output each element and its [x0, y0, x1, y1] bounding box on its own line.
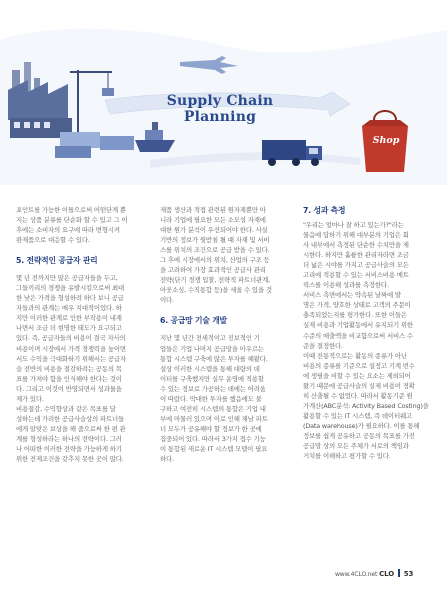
- text-line: 지난 몇 년간 전세적이고 진보적인 기: [160, 334, 260, 343]
- text-line: 비용의 종류를 기준으로 설정고 기계 번수: [303, 361, 415, 370]
- text-line: 지만 이러한 관계로 인한 부작용이 내재: [16, 314, 122, 323]
- text-line: 니라 기업에 필요한 모든 소모성 자재에: [160, 216, 266, 225]
- page-footer: [335, 569, 413, 578]
- text-line: 나면서 조금 더 현명한 태도가 요구되고: [16, 324, 122, 333]
- text-line: 서비스 측면에서는 약속된 날짜에 발: [303, 291, 401, 300]
- text-line: 자들과의 관계는 매우 지대적이었다. 하: [16, 304, 122, 313]
- text-line: 통합 시스템 구축에 많은 투자를 해왔다.: [160, 354, 268, 363]
- section-heading-7: 7. 성과 측정: [303, 206, 346, 215]
- text-line: 더 넓은 시야를 가지고 공급사슬의 모든: [303, 261, 409, 270]
- text-line: 거치를 이해하고 평가할 수 있다.: [303, 452, 391, 461]
- text-line: 활용할 수 있는 IT 시스템, 즉 데이터웨고: [303, 411, 413, 420]
- text-line: 공급망 상의 모든 주체가 서로의 책임과: [303, 442, 409, 451]
- text-line: 이다.: [160, 296, 174, 305]
- text-line: 하다.: [160, 455, 174, 464]
- text-line: 슬 전반의 비용을 절감하려는 공동의 목: [16, 364, 122, 373]
- text-line: 집중되어 있다. 따라서 3가지 접수 기능: [160, 434, 266, 443]
- text-line: 시한다. 하지만 훌륭한 관리자라면 조금: [303, 251, 409, 260]
- text-line: 실제 비용과 기업활동에서 유지되기 위한: [303, 321, 413, 330]
- text-line: 이때 전통적으로는 활동의 종류가 아닌: [303, 351, 407, 360]
- text-line: 충족되었는지를 평가한다. 또한 이들은: [303, 311, 407, 320]
- text-line: 기반의 정보가 뒷받침 될 때 자재 및 서비: [160, 236, 270, 245]
- section-heading-5: 5. 전략적인 공급자 관리: [16, 256, 98, 266]
- supply-chain-illustration: [0, 0, 447, 200]
- text-line: 위한 전제조건을 갖추지 못한 곳이 많다.: [16, 455, 124, 464]
- text-line: 구하고 여전히 시스템의 통합은 기업 내: [160, 404, 266, 413]
- text-line: 부에 머물러 있으며 이로 인해 재남 파트: [160, 414, 268, 423]
- text-line: 이 통합된 새로운 IT 시스템 모델이 필요: [160, 444, 268, 453]
- text-line: 나 어떠한 이러한 전략을 가능하게 하기: [16, 444, 122, 453]
- text-line: 이 따랐다. 막대한 투자를 했음에도 불: [160, 394, 262, 403]
- text-line: 지는 상품 분류를 단순화 할 수 있고 그 이: [16, 216, 128, 225]
- text-line: 서도 수익을 극대화하기 위해서는 공급자: [16, 354, 126, 363]
- text-line: (Data warehouse)가 필요하다. 이를 통해: [303, 421, 420, 430]
- text-line: 너 모두가 공유해야 할 정보가 한 곳에: [160, 424, 262, 433]
- text-line: 에 생필을 비할 수 있는 요소는 제외되어: [303, 371, 411, 380]
- text-line: 아웃소싱, 수직통합 등)을 세울 수 있을 것: [160, 286, 272, 295]
- footer-magazine: CLO: [379, 570, 395, 578]
- body-paragraph: [303, 220, 429, 290]
- text-line: 완제품으로 대응할 수 있다.: [16, 236, 90, 245]
- text-line: 설상 이러한 시스템을 통해 대량의 데: [160, 364, 260, 373]
- body-paragraph-3: [303, 351, 429, 462]
- body-paragraph: [16, 273, 142, 404]
- text-line: 이터를 구축했지만 실무 운영에 적용할: [160, 374, 264, 383]
- text-line: 전략(단기 경쟁 입찰, 전략적 파트너관계,: [160, 276, 271, 285]
- text-line: 다. 그리고 이것이 반영되면서 성과물을: [16, 384, 122, 393]
- footer-site: www.4CLO.net: [335, 571, 378, 578]
- text-line: 대한 원가 분석이 우선되어야 한다. 사실: [160, 226, 268, 235]
- text-line: 그들끼리의 경쟁을 유발시킴으로써 최대: [16, 284, 125, 293]
- banner-title: Supply Chain Planning: [166, 93, 274, 125]
- text-line: 제가 있다.: [16, 394, 44, 403]
- column-3: [303, 205, 429, 461]
- text-line: 수 있는 정보로 가공하는 데에는 어려움: [160, 384, 266, 393]
- text-line: 을 고려하여 가장 효과적인 공급사 관리: [160, 266, 266, 275]
- body-paragraph-2: [16, 404, 142, 464]
- text-line: 있다. 즉, 공급자들의 비용이 결국 자사의: [16, 334, 126, 343]
- text-line: "우리는 얼마나 잘 하고 있는가?"라는: [303, 221, 404, 229]
- text-line: 왔기 때문에 공급사슬의 실제 비용이 정확: [303, 381, 415, 390]
- body-paragraph: [160, 205, 286, 305]
- text-line: 비용절감, 수익향상과 같은 목표를 달: [16, 404, 116, 413]
- shop-label: Shop: [372, 135, 400, 146]
- text-line: 사 내부에서 측정된 단순한 수치만을 제: [303, 241, 409, 250]
- text-line: 명은 가격, 양호한 상태로 고객의 주문이: [303, 301, 411, 310]
- text-line: 한 낮은 가격을 형성하려 하다 보니 공급: [16, 294, 124, 303]
- text-line: 가계산(ABC분석: Activity Based Costing)을: [303, 401, 429, 410]
- text-line: 고리에 적용할 수 있는 서비스비용 메트: [303, 271, 409, 280]
- text-line: 계를 형성하라는 하나의 전략이다. 그러: [16, 434, 122, 443]
- text-line: 준을 결정한다.: [303, 341, 343, 350]
- text-line: 정보를 쉽게 공유하고 공동의 목표를 가진: [303, 431, 415, 440]
- text-line: 히 산출될 수 없었다. 따라서 활동기준 원: [303, 391, 413, 400]
- text-line: 제품 생산과 적접 관련된 원자재뿐만 아: [160, 206, 266, 214]
- text-line: 몇 년 전까지만 많은 공급자들을 두고,: [16, 274, 118, 283]
- text-line: 수준의 매출액을 비교함으로써 서비스 수: [303, 331, 413, 340]
- text-line: 업들은 기업 나머지 공급망을 아우르는: [160, 344, 264, 353]
- body-paragraph-2: [160, 333, 286, 464]
- intro-paragraph: [16, 205, 142, 245]
- page-number: 53: [403, 570, 414, 578]
- footer-divider: [398, 569, 400, 577]
- text-line: 포인트를 가능한 이틀으로써 어떤단계 뿐: [16, 206, 126, 214]
- text-line: 비용이며 시장에서 가격 경쟁력을 높이면: [16, 344, 126, 353]
- text-line: 후에는 소비자의 요구에 따라 변형시켜: [16, 226, 120, 235]
- text-line: 에게 알맞은 보상을 해 줌으로써 한 편 관: [16, 424, 126, 433]
- body-paragraph-2: [303, 290, 429, 350]
- text-line: 그 후에 시장에서의 위치, 산업의 구조 등: [160, 256, 270, 265]
- column-2: [160, 205, 286, 464]
- text-line: 릭스를 이용해 성과를 측정한다.: [303, 281, 389, 290]
- text-line: 스를 위치의 조건으로 공급 받을 수 있다.: [160, 246, 270, 255]
- text-line: 물음에 답하기 위해 대부분의 기업은 회: [303, 231, 409, 240]
- section-heading-6: 6. 공급망 기술 개발: [160, 316, 227, 326]
- text-line: 표를 가져야 함을 인식해야 한다는 것이: [16, 374, 122, 383]
- text-line: 성하는데 가려한 공급사슬상의 파트너들: [16, 414, 125, 423]
- column-1: [16, 205, 142, 464]
